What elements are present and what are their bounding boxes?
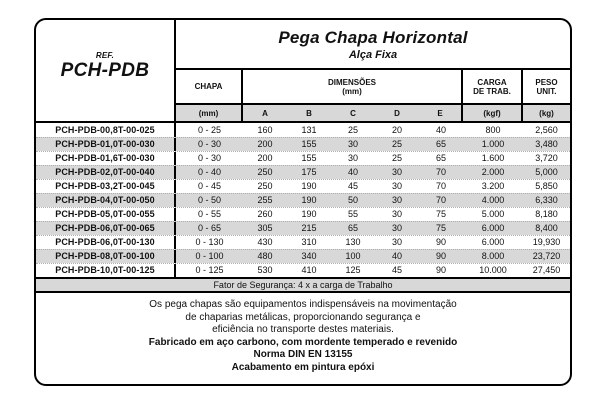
dimensoes-label: DIMENSÕES: [327, 77, 376, 87]
value-cell-c: 55: [347, 209, 358, 219]
column-header-row: [176, 70, 570, 105]
table-row: [36, 137, 570, 151]
sheet-header: [36, 20, 570, 123]
value-cell-peso: 23,720: [532, 251, 561, 261]
value-cell-e: 90: [435, 237, 446, 247]
value-cell-c: 100: [345, 251, 361, 261]
subheader-carga-unit: (kgf): [463, 105, 523, 121]
subheader-dim-b: B: [306, 108, 312, 118]
value-cell-carga: 8.000: [481, 251, 505, 261]
value-cell-b: 310: [301, 237, 317, 247]
value-cell-a: 160: [257, 124, 273, 135]
value-cell-b: 410: [301, 265, 317, 275]
value-cell-chapa: 0 - 100: [195, 251, 224, 261]
table-row: [36, 207, 570, 221]
value-cell-carga: 2.000: [481, 167, 505, 177]
value-cell-chapa: 0 - 30: [197, 139, 221, 149]
peso-label-1: PESO: [535, 77, 558, 87]
product-code-cell: PCH-PDB-02,0T-00-040: [36, 166, 176, 179]
value-cell-d: 25: [391, 153, 402, 163]
value-cell-a: 260: [257, 209, 273, 219]
dimensoes-unit: (mm): [342, 86, 362, 96]
value-cell-carga: 4.000: [481, 195, 505, 205]
col-header-peso: [523, 70, 570, 103]
table-row: [36, 151, 570, 165]
page-subtitle: Alça Fixa: [348, 48, 398, 61]
value-cell-c: 50: [347, 195, 358, 205]
table-row: [36, 235, 570, 249]
product-code-cell: PCH-PDB-06,0T-00-065: [36, 222, 176, 235]
product-code-cell: PCH-PDB-03,2T-00-045: [36, 180, 176, 193]
value-cell-carga: 1.600: [481, 153, 505, 163]
value-cell-peso: 5,000: [535, 167, 558, 177]
subheader-peso-unit: (kg): [539, 108, 554, 118]
value-cell-e: 75: [435, 223, 446, 233]
value-cell-carga: 5.000: [481, 209, 505, 219]
value-cell-d: 30: [391, 209, 402, 219]
value-cell-c: 30: [347, 153, 358, 163]
value-cell-a: 480: [257, 251, 273, 261]
note-line: de chaparias metálicas, proporcionando segurança e: [185, 311, 421, 323]
value-cell-a: 200: [257, 139, 273, 149]
note-line-norm: Norma DIN EN 13155: [253, 349, 353, 360]
subheader-dim-c: C: [350, 108, 356, 118]
value-cell-chapa: 0 - 65: [197, 223, 221, 233]
value-cell-b: 340: [301, 251, 317, 261]
page-title: Pega Chapa Horizontal: [278, 27, 468, 47]
value-cell-b: 190: [301, 181, 317, 191]
value-cell-peso: 27,450: [532, 265, 561, 275]
value-cell-d: 45: [391, 265, 402, 275]
value-cell-e: 75: [435, 209, 446, 219]
value-cell-peso: 3,720: [535, 153, 558, 163]
value-cell-b: 155: [301, 153, 317, 163]
value-cell-d: 30: [391, 223, 402, 233]
value-cell-carga: 3.200: [481, 181, 505, 191]
subheader-chapa-unit: (mm): [176, 105, 243, 121]
table-body: [36, 123, 570, 277]
value-cell-a: 255: [257, 195, 273, 205]
value-cell-c: 130: [345, 237, 361, 247]
spec-sheet-card: [34, 18, 572, 386]
product-code-cell: PCH-PDB-01,0T-00-030: [36, 138, 176, 151]
col-header-chapa: [176, 70, 243, 103]
value-cell-peso: 8,180: [535, 209, 558, 219]
value-cell-chapa: 0 - 40: [197, 167, 221, 177]
value-cell-e: 70: [435, 195, 446, 205]
value-cell-d: 25: [391, 139, 402, 149]
product-code-cell: PCH-PDB-06,0T-00-130: [36, 236, 176, 249]
value-cell-c: 30: [347, 139, 358, 149]
product-code-cell: PCH-PDB-08,0T-00-100: [36, 250, 176, 263]
value-cell-e: 90: [435, 251, 446, 261]
table-row: [36, 249, 570, 263]
ref-cell: [36, 20, 176, 121]
value-cell-a: 200: [257, 153, 273, 163]
value-cell-b: 155: [301, 139, 317, 149]
col-header-dimensoes: [243, 70, 463, 103]
value-cell-a: 250: [257, 167, 273, 177]
value-cell-peso: 5,850: [535, 181, 558, 191]
value-cell-peso: 2,560: [535, 124, 558, 135]
value-cell-d: 20: [391, 124, 402, 135]
table-row: [36, 165, 570, 179]
table-row: [36, 123, 570, 137]
note-line: Os pega chapas são equipamentos indispensáveis na movimentação: [149, 299, 457, 310]
value-cell-a: 250: [257, 181, 273, 191]
unit-subheader-row: [176, 105, 570, 121]
table-row: [36, 221, 570, 235]
value-cell-e: 65: [435, 153, 446, 163]
value-cell-d: 30: [391, 237, 402, 247]
value-cell-carga: 6.000: [481, 223, 505, 233]
value-cell-d: 30: [391, 195, 402, 205]
chapa-label: CHAPA: [194, 82, 223, 91]
note-line-finish: Acabamento em pintura epóxi: [231, 361, 375, 373]
product-code-cell: PCH-PDB-05,0T-00-055: [36, 208, 176, 221]
table-row: [36, 193, 570, 207]
value-cell-b: 175: [301, 167, 317, 177]
value-cell-e: 90: [435, 265, 446, 275]
subheader-dim-d: D: [394, 108, 400, 118]
header-right: [176, 20, 570, 121]
value-cell-d: 30: [391, 167, 402, 177]
ref-code: PCH-PDB: [60, 60, 150, 81]
value-cell-peso: 3,480: [535, 139, 558, 149]
value-cell-e: 65: [435, 139, 446, 149]
value-cell-b: 190: [301, 209, 317, 219]
value-cell-chapa: 0 - 130: [195, 237, 224, 247]
footer-notes: [36, 293, 570, 384]
col-header-carga: [463, 70, 523, 103]
value-cell-b: 131: [301, 124, 317, 135]
value-cell-chapa: 0 - 50: [197, 195, 221, 205]
product-code-cell: PCH-PDB-10,0T-00-125: [36, 264, 176, 277]
value-cell-c: 45: [347, 181, 358, 191]
value-cell-c: 125: [345, 265, 361, 275]
value-cell-peso: 8,400: [535, 223, 558, 233]
value-cell-b: 215: [301, 223, 317, 233]
product-code-cell: PCH-PDB-04,0T-00-050: [36, 194, 176, 207]
value-cell-carga: 800: [485, 124, 501, 135]
value-cell-chapa: 0 - 25: [197, 124, 221, 135]
title-cell: [176, 20, 570, 70]
value-cell-peso: 19,930: [532, 237, 561, 247]
note-line: eficiência no transporte destes materiais.: [212, 324, 394, 335]
value-cell-carga: 6.000: [481, 237, 505, 247]
table-row: [36, 179, 570, 193]
value-cell-a: 430: [257, 237, 273, 247]
value-cell-a: 305: [257, 223, 273, 233]
value-cell-carga: 10.000: [479, 265, 507, 275]
safety-factor-strip: Fator de Segurança: 4 x a carga de Trabalho: [36, 277, 570, 293]
ref-label: REF.: [95, 51, 115, 60]
value-cell-chapa: 0 - 125: [195, 265, 224, 275]
value-cell-c: 40: [347, 167, 358, 177]
value-cell-e: 70: [435, 181, 446, 191]
value-cell-e: 40: [435, 124, 446, 135]
value-cell-d: 30: [391, 181, 402, 191]
product-code-cell: PCH-PDB-01,6T-00-030: [36, 152, 176, 165]
value-cell-d: 40: [391, 251, 402, 261]
value-cell-b: 190: [301, 195, 317, 205]
value-cell-a: 530: [257, 265, 273, 275]
value-cell-chapa: 0 - 45: [197, 181, 221, 191]
value-cell-chapa: 0 - 30: [197, 153, 221, 163]
value-cell-e: 70: [435, 167, 446, 177]
value-cell-chapa: 0 - 55: [197, 209, 221, 219]
carga-label-1: CARGA: [477, 77, 507, 87]
subheader-dim-e: E: [419, 105, 463, 121]
value-cell-c: 65: [347, 223, 358, 233]
value-cell-c: 25: [347, 124, 358, 135]
table-row: [36, 263, 570, 277]
value-cell-carga: 1.000: [481, 139, 505, 149]
carga-label-2: DE TRAB.: [473, 86, 511, 96]
peso-label-2: UNIT.: [536, 86, 557, 96]
note-line-material: Fabricado em aço carbono, com mordente temperado e revenido: [148, 336, 458, 348]
subheader-dim-a: A: [262, 108, 268, 118]
value-cell-peso: 6,330: [535, 195, 558, 205]
product-code-cell: PCH-PDB-00,8T-00-025: [36, 123, 176, 137]
